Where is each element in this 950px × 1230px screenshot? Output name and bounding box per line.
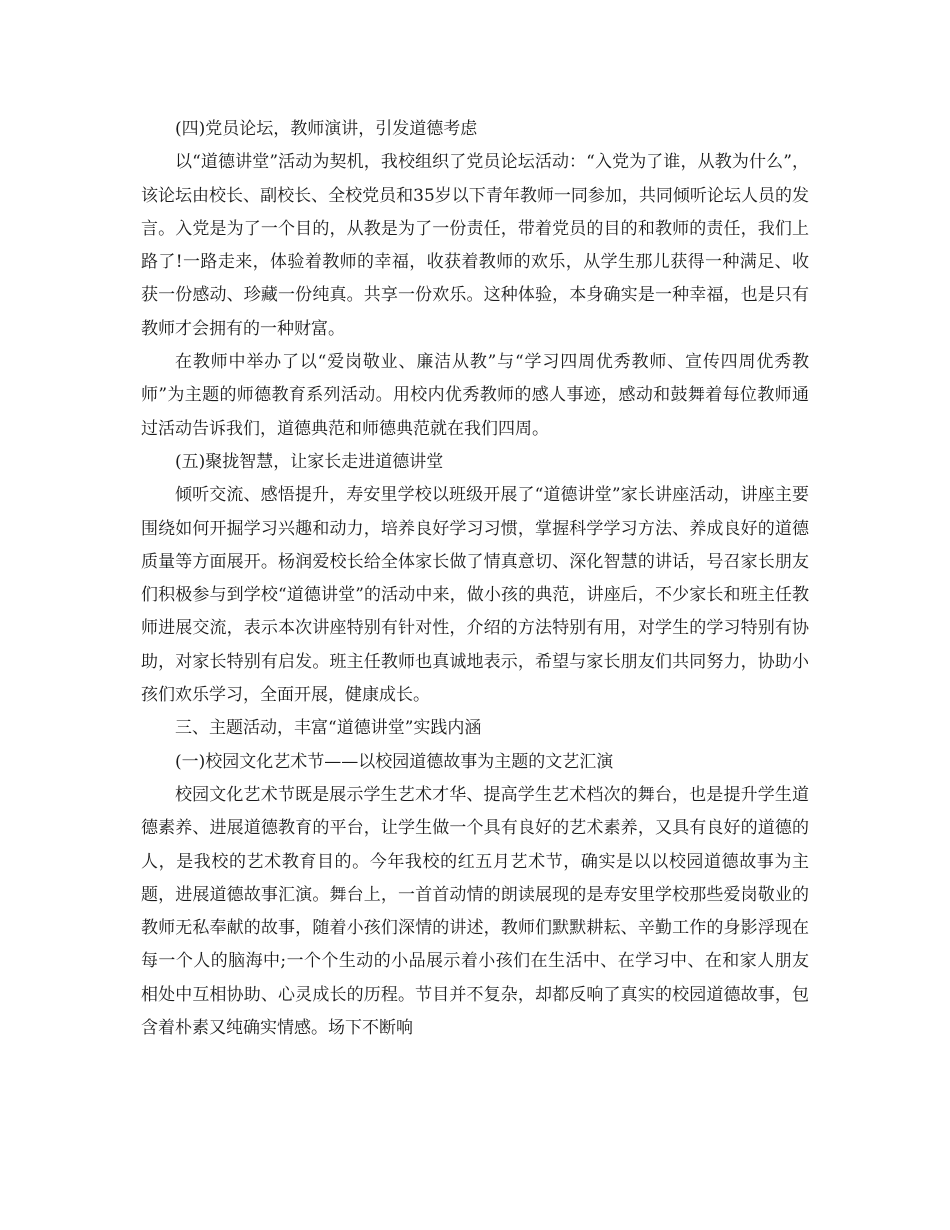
paragraph-party-forum: 以“道德讲堂”活动为契机，我校组织了党员论坛活动：“入党为了谁，从教为什么”，该论坛由校长、副校长、全校党员和35岁以下青年教师一同参加，共同倾听论坛人员的发言。入党是为了一个目的，从教是为了一份责任，带着党员的目的和教师的责任，我们上路了!一路走来，体验着教师的幸福，收获着教师的欢乐，从学生那儿获得一种满足、收获一份感动、珍藏一份纯真。共享一份欢乐。这种体验，本身确实是一种幸福，也是只有教师才会拥有的一种财富。 bbox=[141, 152, 809, 339]
section-heading-three: 三、主题活动，丰富“道德讲堂”实践内涵 bbox=[175, 718, 482, 739]
paragraph-parent-lecture: 倾听交流、感悟提升，寿安里学校以班级开展了“道德讲堂”家长讲座活动，讲座主要围绕如何开掘学习兴趣和动力，培养良好学习习惯，掌握科学学习方法、养成良好的道德质量等方面展开。杨润爱校长给全体家长做了情真意切、深化智慧的讲话，号召家长朋友们积极参与到学校“道德讲堂”的活动中来，做小孩的典范，讲座后，不少家长和班主任教师进展交流，表示本次讲座特别有针对性，介绍的方法特别有用，对学生的学习特别有协助，对家长特别有启发。班主任教师也真诚地表示，希望与家长朋友们共同努力，协助小孩们欢乐学习，全面开展，健康成长。 bbox=[141, 485, 809, 706]
document-page bbox=[141, 113, 809, 1045]
section-heading-five: (五)聚拢智慧，让家长走进道德讲堂 bbox=[175, 451, 444, 472]
section-heading-one: (一)校园文化艺术节——以校园道德故事为主题的文艺汇演 bbox=[175, 751, 614, 772]
paragraph-teacher-ethics: 在教师中举办了以“爱岗敬业、廉洁从教”与“学习四周优秀教师、宣传四周优秀教师”为主题的师德教育系列活动。用校内优秀教师的感人事迹，感动和鼓舞着每位教师通过活动告诉我们，道德典范和师德典范就在我们四周。 bbox=[141, 352, 809, 439]
section-heading-four: (四)党员论坛，教师演讲，引发道德考虑 bbox=[175, 119, 478, 139]
paragraph-art-festival: 校园文化艺术节既是展示学生艺术才华、提高学生艺术档次的舞台，也是提升学生道德素养、进展道德教育的平台，让学生做一个具有良好的艺术素养，又具有良好的道德的人，是我校的艺术教育目的。今年我校的红五月艺术节，确实是以以校园道德故事为主题，进展道德故事汇演。舞台上，一首首动情的朗读展现的是寿安里学校那些爱岗敬业的教师无私奉献的故事，随着小孩们深情的讲述，教师们默默耕耘、辛勤工作的身影浮现在每一个人的脑海中;一个个生动的小品展示着小孩们在生活中、在学习中、在和家人朋友相处中互相协助、心灵成长的历程。节目并不复杂，却都反响了真实的校园道德故事，包含着朴素又纯确实情感。场下不断响 bbox=[141, 784, 809, 1039]
